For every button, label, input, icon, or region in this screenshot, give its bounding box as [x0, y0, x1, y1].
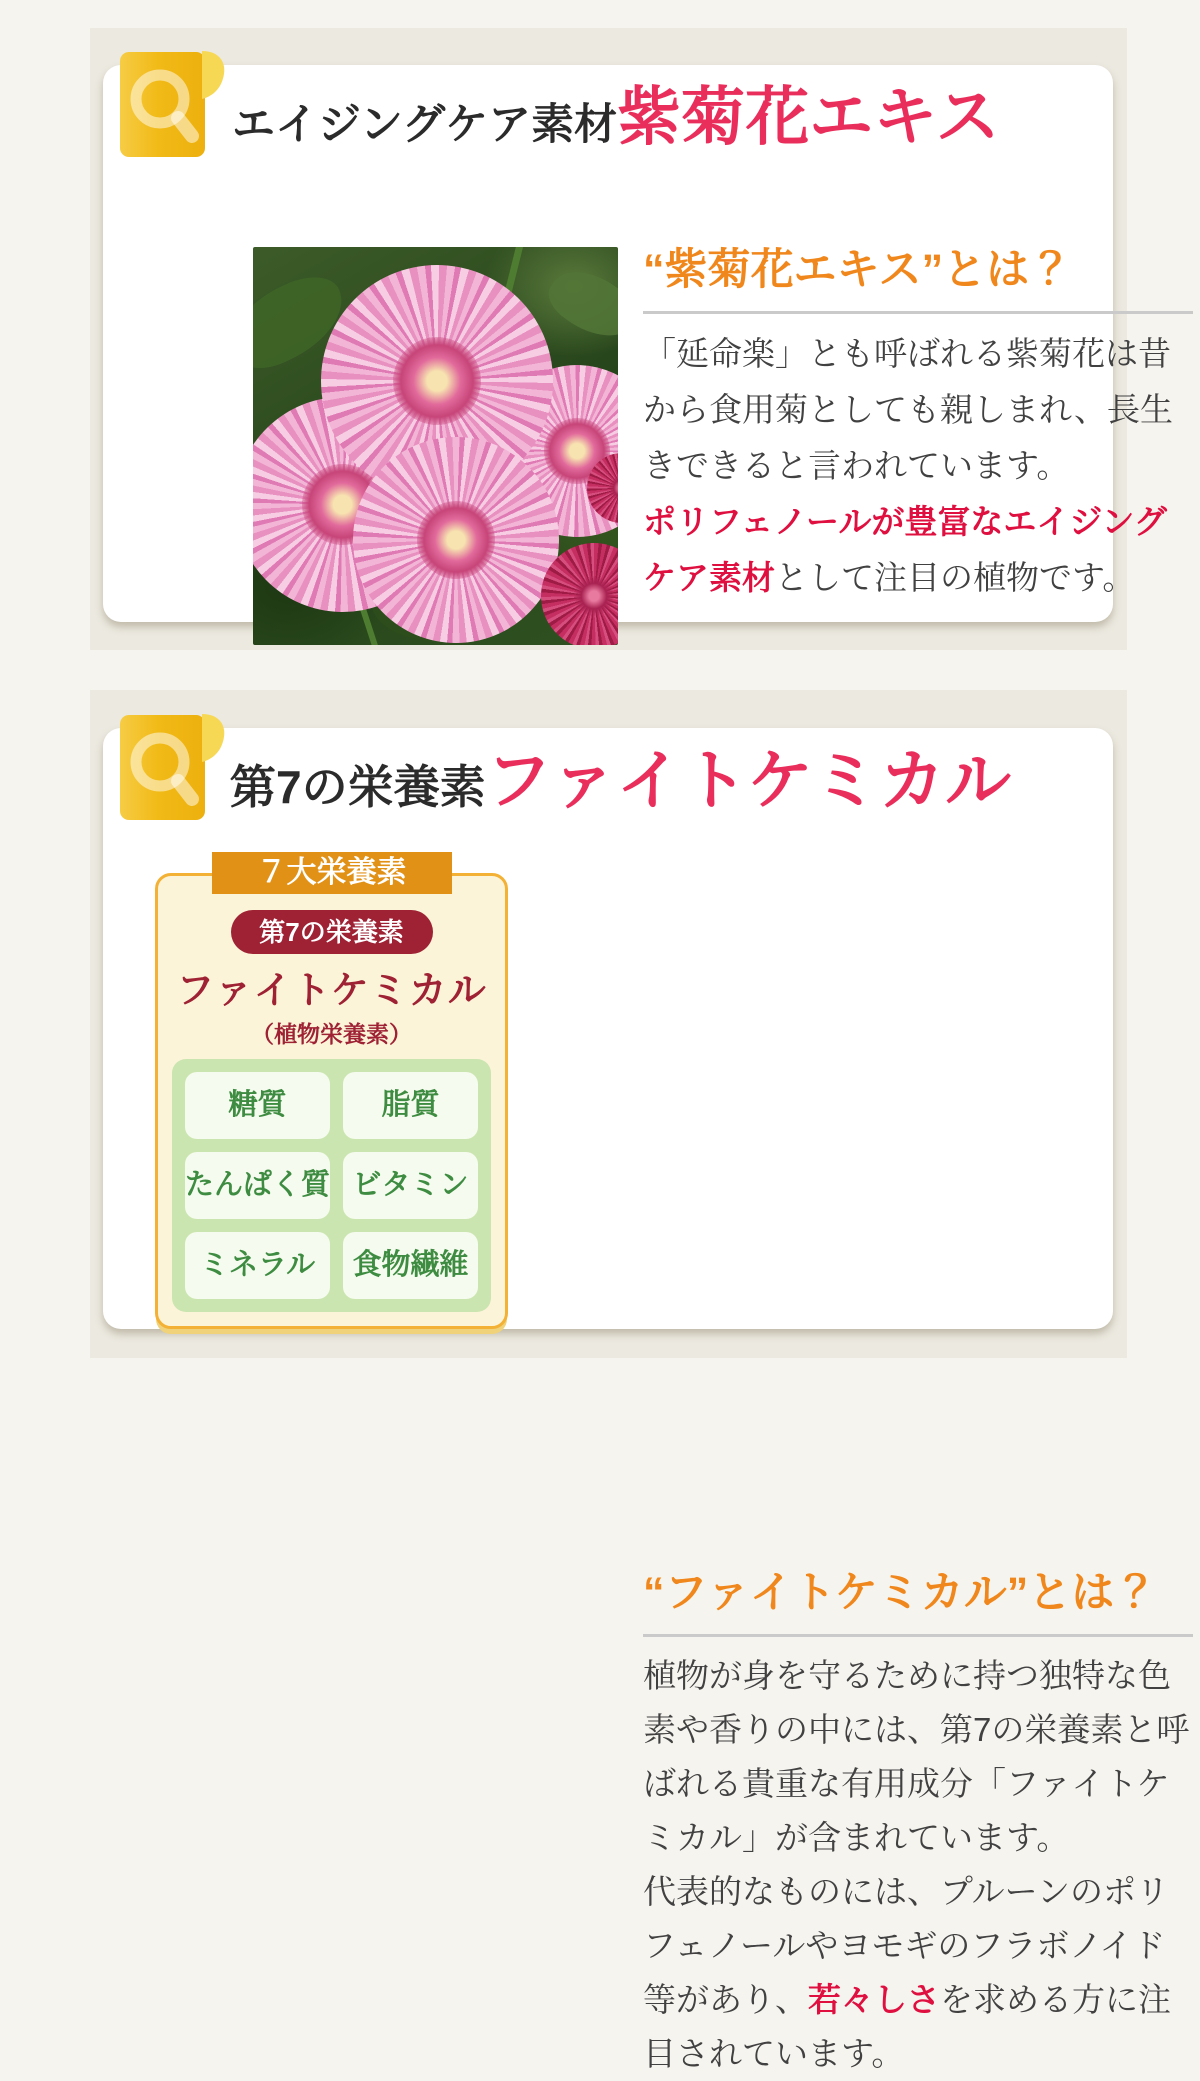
card1-body-highlight: ポリフェノールが豊富なエイジングケア素材: [643, 502, 1167, 596]
nutrient-cell-vitamin: ビタミン: [343, 1152, 478, 1219]
magnifier-bookmark-icon: [115, 710, 227, 824]
phytochemical-name: ファイトケミカル: [176, 970, 487, 1012]
card2-title: [230, 743, 1011, 817]
card2-title-prefix: 第7の栄養素: [230, 761, 486, 813]
nutrient-cell-mineral: ミネラル: [185, 1232, 330, 1299]
card2-text-column: [643, 1568, 1195, 2081]
card1-text-column: [643, 245, 1195, 606]
heading-divider: [643, 1634, 1193, 1637]
card1-body-tail: として注目の植物です。: [775, 558, 1136, 596]
card2-body-main: 植物が身を守るために持つ独特な色素や香りの中には、第7の栄養素と呼ばれる貴重な有用成分「ファイトケミカル」が含まれています。: [643, 1656, 1190, 1856]
nutrient-cell-sugar: 糖質: [185, 1072, 330, 1139]
card1-title-product: 紫菊花エキス: [617, 81, 1000, 153]
magnifier-bookmark-icon: [115, 47, 227, 161]
card2-body-highlight: 若々しさ: [808, 1980, 940, 2018]
phytochemical-name-sub: （植物栄養素）: [251, 1021, 412, 1047]
heading-divider: [643, 311, 1193, 314]
nutrient-grid: [172, 1059, 491, 1312]
card1-title: [232, 81, 1000, 153]
card1-subheading: “紫菊花エキス”とは？: [643, 246, 1073, 294]
pink-chrysanthemum-photo: [253, 247, 618, 645]
seven-nutrients-box: [155, 873, 508, 1329]
card2-body-tail: を求める方に注目されています。: [643, 1980, 1171, 2072]
leaf-shape: [540, 256, 618, 353]
card2-body: [643, 1649, 1195, 2081]
card2-body-2: 代表的なものには、プルーンのポリフェノールやヨモギのフラボノイド等があり、: [643, 1872, 1170, 2018]
seven-nutrients-panel: [155, 852, 508, 1329]
card2-subheading: “ファイトケミカル”とは？: [643, 1569, 1158, 1617]
nutrient-cell-protein: たんぱく質: [185, 1152, 330, 1219]
card1-body-main: 「延命楽」とも呼ばれる紫菊花は昔から食用菊としても親しまれ、長生きできると言われています。: [643, 334, 1173, 484]
seven-nutrients-header: ７大栄養素: [212, 852, 452, 894]
card2-title-product: ファイトケミカル: [485, 743, 1011, 817]
card1-title-prefix: エイジングケア素材: [232, 101, 618, 149]
nutrient-cell-lipid: 脂質: [343, 1072, 478, 1139]
card1-body: [643, 326, 1195, 606]
seventh-nutrient-pill: 第7の栄養素: [231, 910, 433, 954]
nutrient-cell-fiber: 食物繊維: [343, 1232, 478, 1299]
